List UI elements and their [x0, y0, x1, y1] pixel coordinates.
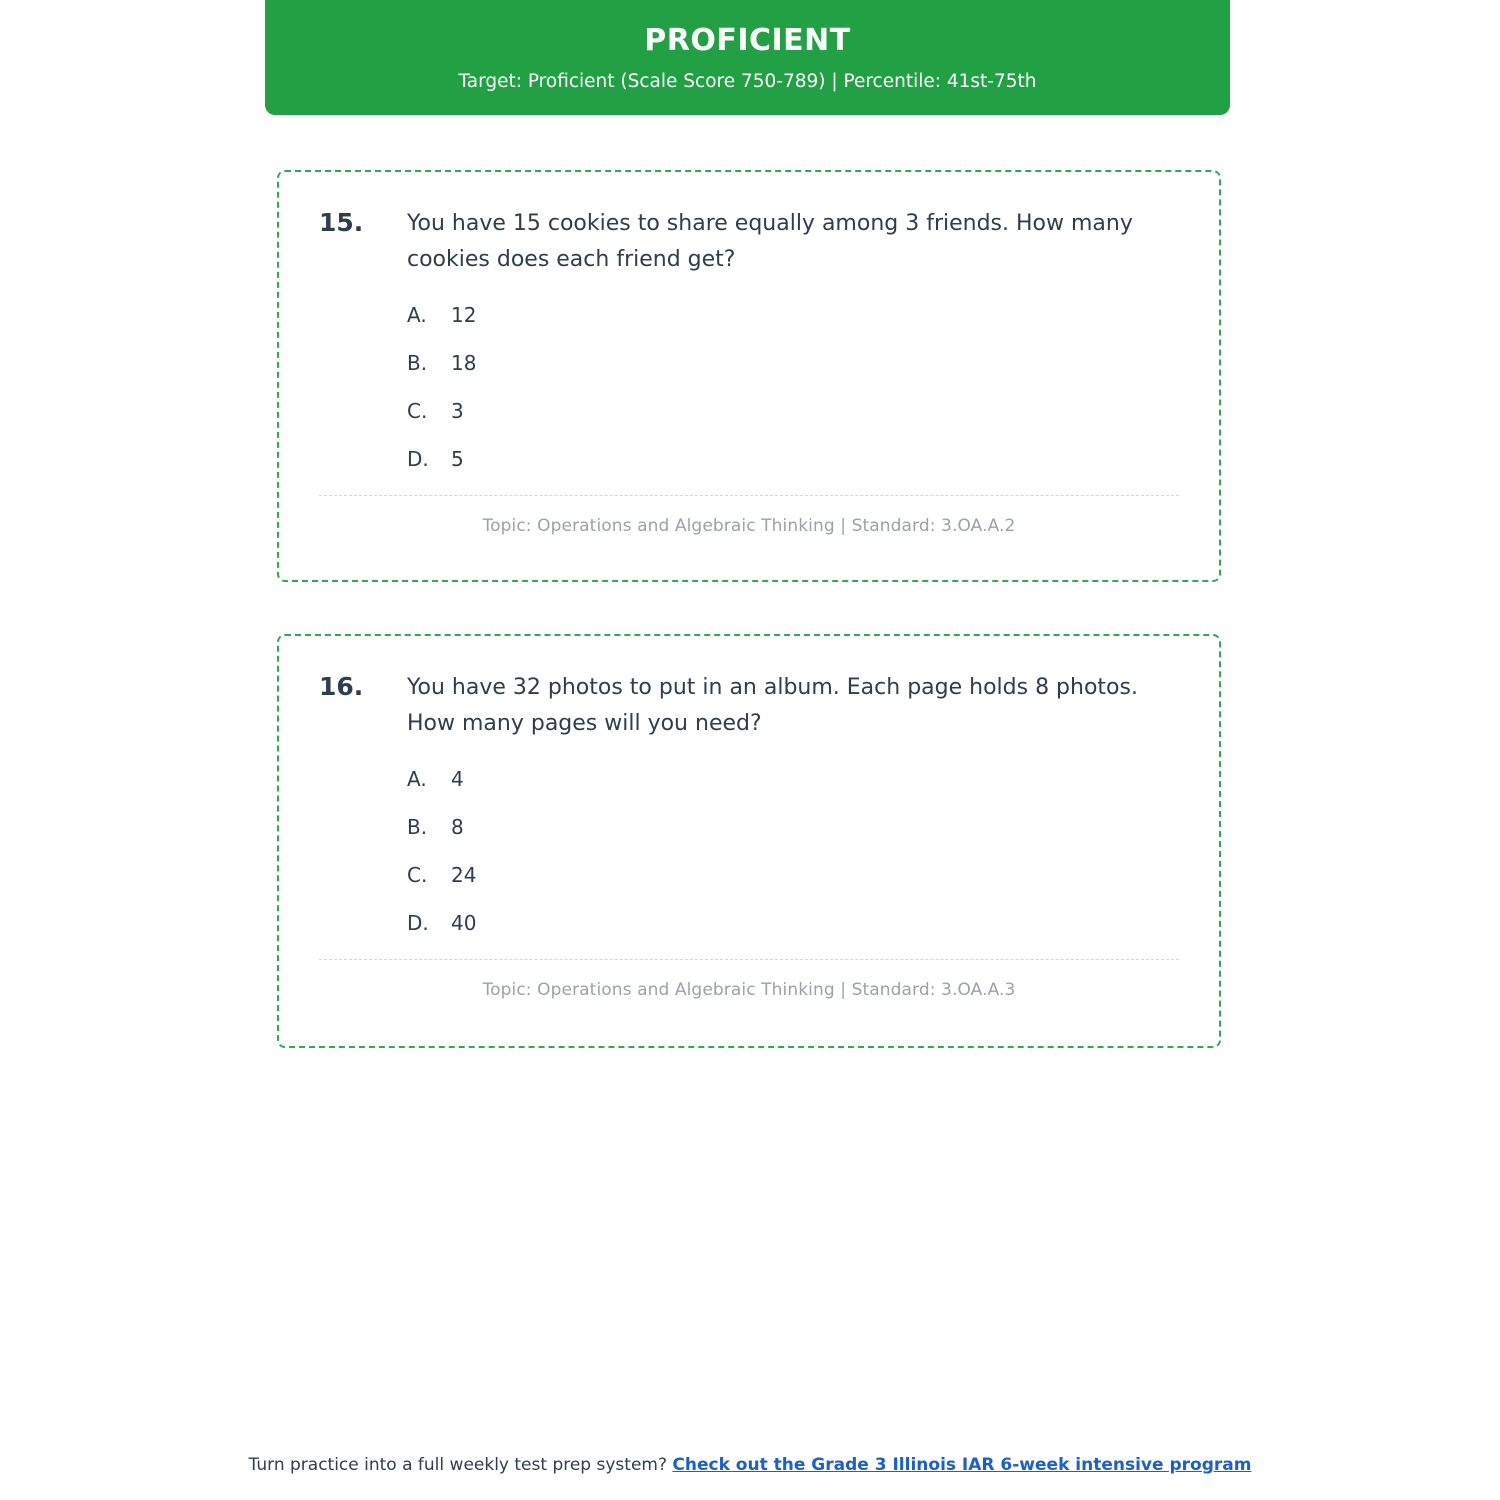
question-text: You have 32 photos to put in an album. Each page holds 8 photos. How many pages will you need?: [407, 675, 1138, 737]
choice-text: 3: [451, 398, 464, 423]
choice-text: 40: [451, 910, 477, 935]
answer-choice[interactable]: [319, 303, 1179, 327]
answer-choice[interactable]: [319, 447, 1179, 471]
choice-letter: C.: [407, 398, 428, 423]
answer-choices: [319, 303, 1179, 471]
answer-choice[interactable]: [319, 399, 1179, 423]
question-meta: Topic: Operations and Algebraic Thinking | Standard: 3.OA.A.3: [482, 979, 1016, 1000]
footer: [0, 1455, 1500, 1475]
choice-text: 8: [451, 814, 464, 839]
answer-choice[interactable]: [319, 863, 1179, 887]
question-header: [319, 206, 1179, 279]
banner-subtitle: Target: Proficient (Scale Score 750-789) | Percentile: 41st-75th: [458, 71, 1037, 92]
answer-choices: [319, 767, 1179, 935]
answer-choice[interactable]: [319, 351, 1179, 375]
choice-text: 24: [451, 862, 477, 887]
question-number: 15.: [319, 208, 364, 237]
question-card: [277, 170, 1221, 582]
choice-text: 12: [451, 302, 477, 327]
choice-letter: A.: [407, 302, 427, 327]
question-number: 16.: [319, 672, 364, 701]
proficiency-banner: [265, 0, 1230, 115]
footer-program-link[interactable]: Check out the Grade 3 Illinois IAR 6-week intensive program: [672, 1455, 1252, 1475]
choice-letter: D.: [407, 910, 429, 935]
answer-choice[interactable]: [319, 767, 1179, 791]
choice-letter: B.: [407, 814, 428, 839]
choice-letter: D.: [407, 446, 429, 471]
choice-letter: A.: [407, 766, 427, 791]
answer-choice[interactable]: [319, 815, 1179, 839]
question-text: You have 15 cookies to share equally among 3 friends. How many cookies does each friend get?: [407, 211, 1133, 273]
choice-text: 5: [451, 446, 464, 471]
banner-title: PROFICIENT: [644, 23, 851, 58]
choice-letter: B.: [407, 350, 428, 375]
choice-letter: C.: [407, 862, 428, 887]
question-header: [319, 670, 1179, 743]
question-meta: Topic: Operations and Algebraic Thinking | Standard: 3.OA.A.2: [482, 515, 1016, 536]
answer-choice[interactable]: [319, 911, 1179, 935]
choice-text: 18: [451, 350, 477, 375]
footer-text: Turn practice into a full weekly test prep system?: [248, 1455, 673, 1475]
question-card: [277, 634, 1221, 1048]
choice-text: 4: [451, 766, 464, 791]
